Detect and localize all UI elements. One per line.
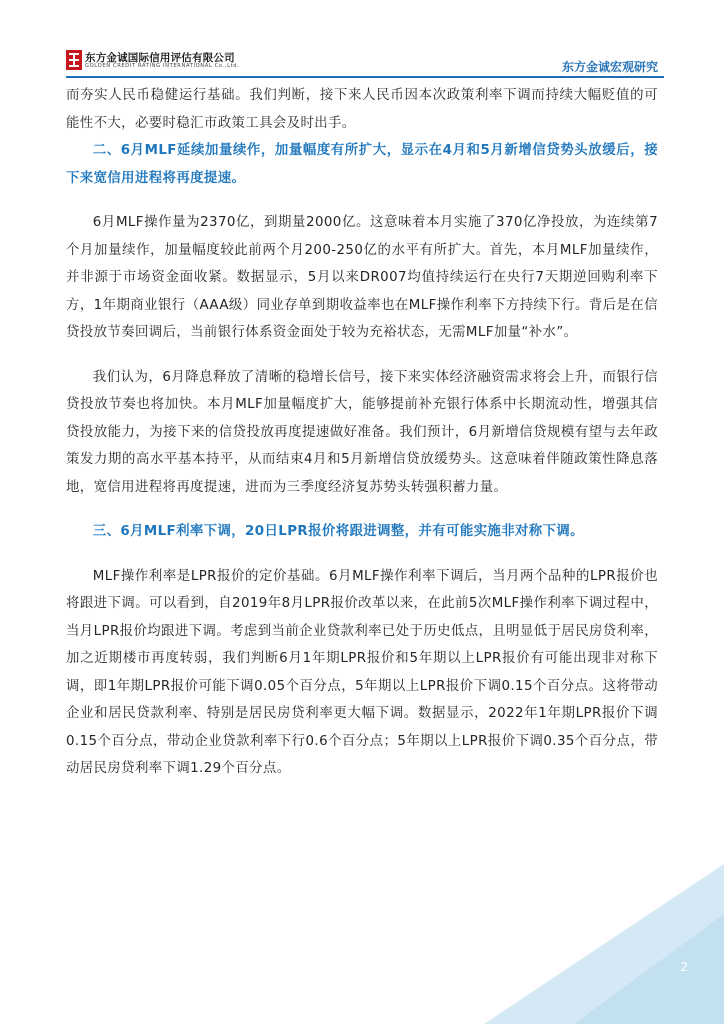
section-title: 东方金诚宏观研究 (561, 60, 658, 74)
heading-section-3: 三、6月MLF利率下调，20日LPR报价将跟进调整，并有可能实施非对称下调。 (92, 524, 584, 539)
company-logo-icon (66, 50, 82, 70)
document-body (66, 82, 658, 783)
company-name-en: GOLDEN CREDIT RATING INTERNATIONAL Co.,Ltd. (85, 63, 240, 69)
paragraph-credit-outlook: 我们认为，6月降息释放了清晰的稳增长信号，接下来实体经济融资需求将会上升，而银行信贷投放节奏也将加快。本月MLF加量幅度扩大，能够提前补充银行体系中长期流动性，增强其信贷投放能力，为接下来的信贷投放再度提速做好准备。我们预计，6月新增信贷规模有望与去年政策发力期的高水平基本持平，从而结束4月和5月新增信贷放缓势头。这意味着伴随政策性降息落地，宽信用进程将再度提速，进而为三季度经济复苏势头转强积蓄力量。 (66, 369, 658, 495)
paragraph-continuation: 而夯实人民币稳健运行基础。我们判断，接下来人民币因本次政策利率下调而持续大幅贬值的可能性不大，必要时稳汇市政策工具会及时出手。 (66, 88, 658, 131)
heading-section-2: 二、6月MLF延续加量续作，加量幅度有所扩大，显示在4月和5月新增信贷势头放缓后，接下来宽信用进程将再度提速。 (66, 143, 658, 186)
company-name-cn: 东方金诚国际信用评估有限公司 (85, 52, 235, 64)
header-divider (66, 76, 664, 78)
corner-decoration (424, 864, 724, 1024)
paragraph-lpr-adjustment: MLF操作利率是LPR报价的定价基础。6月MLF操作利率下调后，当月两个品种的LPR报价也将跟进下调。可以看到，自2019年8月LPR报价改革以来，在此前5次MLF操作利率下调过程中，当月LPR报价均跟进下调。考虑到当前企业贷款利率已处于历史低点，且明显低于居民房贷利率，加之近期楼市再度转弱，我们判断6月1年期LPR报价和5年期以上LPR报价有可能出现非对称下调，即1年期LPR报价可能下调0.05个百分点，5年期以上LPR报价下调0.15个百分点。这将带动企业和居民贷款利率、特别是居民房贷利率更大幅下调。数据显示，2022年1年期LPR报价下调0.15个百分点，带动企业贷款利率下行0.6个百分点；5年期以上LPR报价下调0.35个百分点，带动居民房贷利率下调1.29个百分点。 (66, 568, 658, 776)
page-number: 2 (680, 960, 688, 974)
paragraph-mlf-operation: 6月MLF操作量为2370亿，到期量2000亿。这意味着本月实施了370亿净投放，为连续第7个月加量续作，加量幅度较此前两个月200-250亿的水平有所扩大。首先，本月MLF加量续作，并非源于市场资金面收紧。数据显示，5月以来DR007均值持续运行在央行7天期逆回购利率下方，1年期商业银行（AAA级）同业存单到期收益率也在MLF操作利率下方持续下行。背后是在信贷投放节奏回调后，当前银行体系资金面处于较为充裕状态，无需MLF加量“补水”。 (66, 215, 658, 340)
page-header (0, 0, 724, 80)
